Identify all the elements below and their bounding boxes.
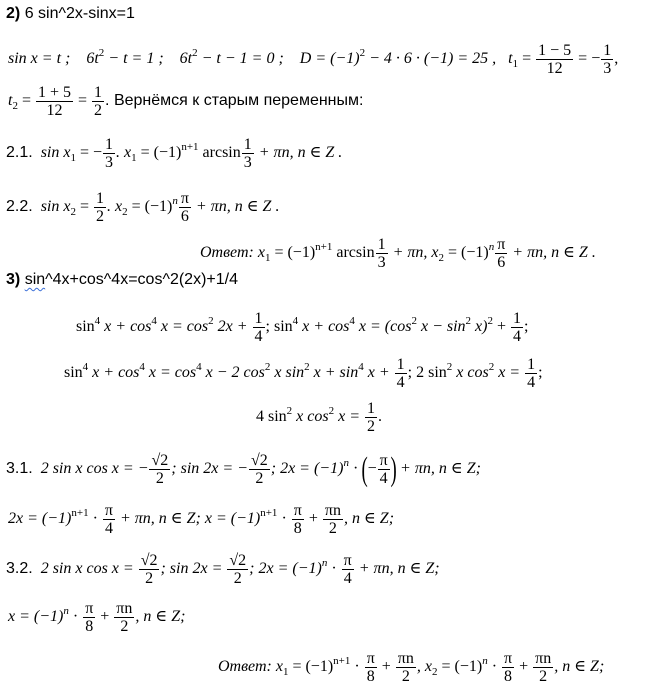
exponent: 2 xyxy=(98,47,105,60)
text: · xyxy=(277,510,291,528)
numerator: 1 − 5 xyxy=(538,42,572,59)
numerator: π xyxy=(293,502,302,519)
fraction xyxy=(292,502,304,537)
text: + xyxy=(304,510,322,528)
problem-2-heading xyxy=(6,6,135,22)
case-3-2-solution xyxy=(8,600,185,635)
fraction xyxy=(525,356,537,391)
fraction xyxy=(323,502,343,537)
equals: = xyxy=(74,92,92,110)
numerator: 1 xyxy=(96,190,104,207)
text: , n ∈ Z; xyxy=(135,608,186,626)
text: 2x = (−1) xyxy=(8,510,72,528)
denominator: 8 xyxy=(293,520,302,537)
text: 2 sin x cos x = xyxy=(40,560,138,578)
spellcheck-underlined-word: sin xyxy=(24,271,46,288)
case-label: 3.1. xyxy=(6,460,33,478)
fraction xyxy=(495,236,507,271)
fraction xyxy=(502,650,514,685)
case-tail: + πn, n ∈ Z . xyxy=(254,144,343,162)
left-paren: ( xyxy=(361,450,369,488)
numerator: π xyxy=(343,552,352,569)
text: sin xyxy=(76,318,95,336)
exponent: n xyxy=(482,655,488,668)
text: ; sin 2x = − xyxy=(171,460,248,478)
fraction xyxy=(114,600,134,635)
subscript: 1 xyxy=(264,252,271,265)
denominator: 12 xyxy=(546,60,563,77)
exponent: 2 xyxy=(264,361,271,374)
case-label: 2.2. xyxy=(6,198,33,216)
exponent: 4 xyxy=(358,361,364,374)
denominator: 2 xyxy=(539,668,548,685)
denominator: 4 xyxy=(527,374,536,391)
case-3-1-solution xyxy=(8,502,394,537)
fraction xyxy=(376,236,388,271)
text: , n ∈ Z; xyxy=(343,510,395,528)
case-2-1 xyxy=(6,136,342,171)
root-t2: t xyxy=(8,92,13,110)
fraction xyxy=(533,650,553,685)
substitution: sin x = t ; xyxy=(8,50,71,68)
denominator: 2 xyxy=(96,208,104,225)
text: x + cos xyxy=(298,318,350,336)
text: · xyxy=(68,608,83,626)
denominator: 12 xyxy=(46,102,63,119)
fraction xyxy=(395,356,407,391)
numerator: 1 xyxy=(367,400,376,417)
answer-2 xyxy=(200,236,596,271)
text: . xyxy=(378,408,383,426)
exponent: 4 xyxy=(151,315,157,328)
text: x = xyxy=(494,364,525,382)
subscript: 1 xyxy=(70,152,76,165)
exponent: 4 xyxy=(292,315,299,328)
numerator: π xyxy=(497,236,506,253)
denominator: 8 xyxy=(366,668,375,685)
numerator: π xyxy=(366,650,375,667)
fraction xyxy=(179,190,191,225)
exponent: n xyxy=(172,195,178,208)
arcsin: arcsin xyxy=(198,144,241,162)
text: + xyxy=(515,658,533,676)
subscript: 2 xyxy=(12,100,18,113)
denominator: 3 xyxy=(105,154,114,171)
numerator: 1 xyxy=(603,42,612,59)
subscript: 2 xyxy=(122,206,128,219)
text: x = (−1) xyxy=(8,608,64,626)
numerator: 1 + 5 xyxy=(37,84,72,101)
case-3-1 xyxy=(6,452,481,487)
fraction xyxy=(83,600,95,635)
text: − xyxy=(367,460,377,478)
text: ; sin xyxy=(265,318,293,336)
numerator: 1 xyxy=(94,84,103,101)
numerator: π xyxy=(504,650,513,667)
text: + xyxy=(492,318,511,336)
problem-number: 3) xyxy=(6,271,21,288)
exponent: n+1 xyxy=(260,507,278,520)
exponent: 4 xyxy=(349,315,355,328)
text: = (−1) xyxy=(437,658,483,676)
answer-mid: + πn, x xyxy=(388,244,439,262)
numerator: 1 xyxy=(513,310,522,327)
text: x) xyxy=(471,318,488,336)
denominator: 4 xyxy=(396,374,405,391)
text: · xyxy=(487,658,502,676)
text: x + cos xyxy=(100,318,152,336)
denominator: 3 xyxy=(603,60,612,77)
case-lhs: sin x xyxy=(40,198,71,216)
text: + πn, n ∈ Z; xyxy=(396,460,481,478)
answer-3 xyxy=(218,650,604,685)
numerator: 1 xyxy=(396,356,405,373)
numerator: √2 xyxy=(229,552,247,569)
equals: = − xyxy=(75,144,103,162)
case-x: . x xyxy=(107,198,123,216)
numerator: π xyxy=(180,190,189,207)
exponent: n xyxy=(321,557,328,570)
denominator: 2 xyxy=(255,470,264,487)
denominator: 4 xyxy=(513,328,522,345)
denominator: 4 xyxy=(343,570,352,587)
denominator: 3 xyxy=(243,154,252,171)
fraction xyxy=(149,452,170,487)
case-tail: + πn, n ∈ Z . xyxy=(191,198,280,216)
text: x = cos xyxy=(156,318,209,336)
text: 2x + xyxy=(213,318,252,336)
text: x + xyxy=(363,364,394,382)
fraction xyxy=(242,136,254,171)
fraction xyxy=(139,552,160,587)
equals: = xyxy=(518,50,536,68)
exponent: 2 xyxy=(304,361,310,374)
fraction xyxy=(227,552,248,587)
text: ; 2x = (−1) xyxy=(270,460,344,478)
substitution-line xyxy=(8,42,618,77)
subscript: 1 xyxy=(131,152,137,165)
exponent: 2 xyxy=(411,315,417,328)
subscript: 1 xyxy=(282,666,289,679)
exponent: 2 xyxy=(487,315,493,328)
equation-2: 6t xyxy=(179,50,193,68)
numerator: πn xyxy=(535,650,552,667)
numerator: π xyxy=(379,452,388,469)
exponent: n+1 xyxy=(71,507,89,520)
exponent: 4 xyxy=(196,361,202,374)
numerator: πn xyxy=(116,600,133,617)
text: x cos xyxy=(452,364,489,382)
fraction xyxy=(92,84,104,119)
exponent: 4 xyxy=(82,361,89,374)
text: + xyxy=(377,658,395,676)
text: 2 sin x cos x = − xyxy=(40,460,149,478)
answer-tail: + πn, n ∈ Z . xyxy=(508,244,596,262)
denominator: 2 xyxy=(120,618,129,635)
text: x − 2 cos xyxy=(201,364,265,382)
numerator: πn xyxy=(324,502,341,519)
text: + πn, n ∈ Z; x = (−1) xyxy=(115,510,261,528)
fraction xyxy=(536,42,573,77)
equals: = (−1) xyxy=(270,244,316,262)
answer-label: Ответ: xyxy=(200,244,254,262)
fraction xyxy=(365,400,377,435)
exponent: n+1 xyxy=(181,141,199,154)
discriminant-rest: − 4 · 6 · (−1) = 25 , xyxy=(365,50,497,68)
denominator: 2 xyxy=(367,418,376,435)
text: x + sin xyxy=(309,364,359,382)
exponent: 2 xyxy=(465,315,472,328)
exponent: 2 xyxy=(488,361,495,374)
fraction xyxy=(511,310,523,345)
subscript: 1 xyxy=(512,58,519,71)
root-t1: t xyxy=(508,50,513,68)
comma: , xyxy=(614,50,619,68)
numerator: 1 xyxy=(254,310,263,327)
transform-line-3 xyxy=(256,400,382,435)
text: , x xyxy=(416,658,432,676)
text: ; 2x = (−1) xyxy=(249,560,322,578)
subscript: 2 xyxy=(431,666,438,679)
root-t2-line xyxy=(8,84,363,119)
exponent: n xyxy=(343,457,349,470)
denominator: 2 xyxy=(401,668,410,685)
fraction xyxy=(342,552,354,587)
text: + πn, n ∈ Z; xyxy=(354,560,440,578)
fraction xyxy=(396,650,416,685)
numerator: 1 xyxy=(377,236,386,253)
text: ; xyxy=(524,318,529,336)
fraction xyxy=(103,502,115,537)
fraction xyxy=(253,310,265,345)
denominator: 2 xyxy=(94,102,103,119)
exponent: n+1 xyxy=(333,655,351,668)
denominator: 4 xyxy=(379,470,388,487)
equals: = − xyxy=(574,50,601,68)
arcsin: arcsin xyxy=(332,244,375,262)
subscript: 2 xyxy=(438,252,444,265)
equals: = (−1) xyxy=(127,198,173,216)
equation-1: 6t xyxy=(86,50,99,68)
text: + xyxy=(96,608,114,626)
denominator: 4 xyxy=(104,520,113,537)
denominator: 6 xyxy=(497,254,506,271)
numerator: √2 xyxy=(250,452,268,469)
fraction xyxy=(601,42,613,77)
equals: = (−1) xyxy=(443,244,489,262)
subscript: 2 xyxy=(70,206,76,219)
fraction xyxy=(36,84,73,119)
exponent: 2 xyxy=(446,361,453,374)
numerator: 1 xyxy=(527,356,536,373)
exponent: 4 xyxy=(94,315,101,328)
numerator: π xyxy=(85,600,94,617)
text: x = cos xyxy=(144,364,197,382)
exponent: 2 xyxy=(208,315,214,328)
denominator: 6 xyxy=(180,208,189,225)
text: x + cos xyxy=(88,364,140,382)
text: ; xyxy=(538,364,543,382)
text: x − sin xyxy=(416,318,466,336)
right-paren: ) xyxy=(390,450,397,488)
text: · xyxy=(327,560,341,578)
numerator: √2 xyxy=(151,452,169,469)
answer-x1: x xyxy=(253,244,265,262)
denominator: 8 xyxy=(504,668,513,685)
denominator: 2 xyxy=(328,520,337,537)
text: , n ∈ Z; xyxy=(554,658,605,676)
case-label: 3.2. xyxy=(6,560,33,578)
exponent: 2 xyxy=(328,405,335,418)
denominator: 2 xyxy=(155,470,164,487)
numerator: 1 xyxy=(243,136,252,153)
equation-1-rest: − t = 1 ; xyxy=(104,50,164,68)
denominator: 8 xyxy=(85,618,94,635)
denominator: 2 xyxy=(233,570,242,587)
discriminant: D = (−1) xyxy=(299,50,360,68)
text: x sin xyxy=(270,364,305,382)
text: · xyxy=(350,658,364,676)
text: 4 sin xyxy=(256,408,287,426)
problem-equation: 6 sin^2x-sinx=1 xyxy=(24,5,135,22)
text: · xyxy=(88,510,102,528)
case-2-2 xyxy=(6,190,279,225)
text: x = xyxy=(334,408,365,426)
numerator: √2 xyxy=(140,552,158,569)
case-x: . x xyxy=(116,144,132,162)
case-lhs: sin x xyxy=(40,144,71,162)
exponent: 2 xyxy=(192,47,198,60)
numerator: π xyxy=(104,502,113,519)
fraction xyxy=(365,650,377,685)
problem-number: 2) xyxy=(6,5,21,22)
equals: = xyxy=(17,92,35,110)
text: x = (cos xyxy=(354,318,412,336)
fraction xyxy=(103,136,115,171)
exponent: n xyxy=(488,241,495,254)
transition-text: . Вернёмся к старым переменным: xyxy=(105,92,364,110)
exponent: n xyxy=(63,605,69,618)
text: sin xyxy=(64,364,83,382)
equals: = xyxy=(75,198,93,216)
problem-3-heading xyxy=(6,272,238,288)
equation-2-rest: − t − 1 = 0 ; xyxy=(197,50,284,68)
answer-label: Ответ: xyxy=(218,658,272,676)
text: ; 2 sin xyxy=(407,364,447,382)
denominator: 2 xyxy=(145,570,154,587)
fraction xyxy=(94,190,106,225)
transform-line-2 xyxy=(64,356,543,391)
exponent: 2 xyxy=(359,47,366,60)
exponent: 4 xyxy=(139,361,145,374)
text: ; sin 2x = xyxy=(160,560,227,578)
case-label: 2.1. xyxy=(6,144,33,162)
exponent: n+1 xyxy=(315,241,333,254)
fraction xyxy=(378,452,390,487)
denominator: 4 xyxy=(254,328,263,345)
equals: = (−1) xyxy=(136,144,182,162)
exponent: 2 xyxy=(286,405,293,418)
text: x xyxy=(271,658,283,676)
text: · xyxy=(348,460,363,478)
transform-line-1 xyxy=(76,310,528,345)
fraction xyxy=(249,452,270,487)
text: = (−1) xyxy=(288,658,334,676)
numerator: πn xyxy=(397,650,414,667)
denominator: 3 xyxy=(377,254,386,271)
numerator: 1 xyxy=(105,136,114,153)
case-3-2 xyxy=(6,552,440,587)
text: x cos xyxy=(292,408,329,426)
problem-equation: ^4x+cos^4x=cos^2(2x)+1/4 xyxy=(45,271,238,288)
